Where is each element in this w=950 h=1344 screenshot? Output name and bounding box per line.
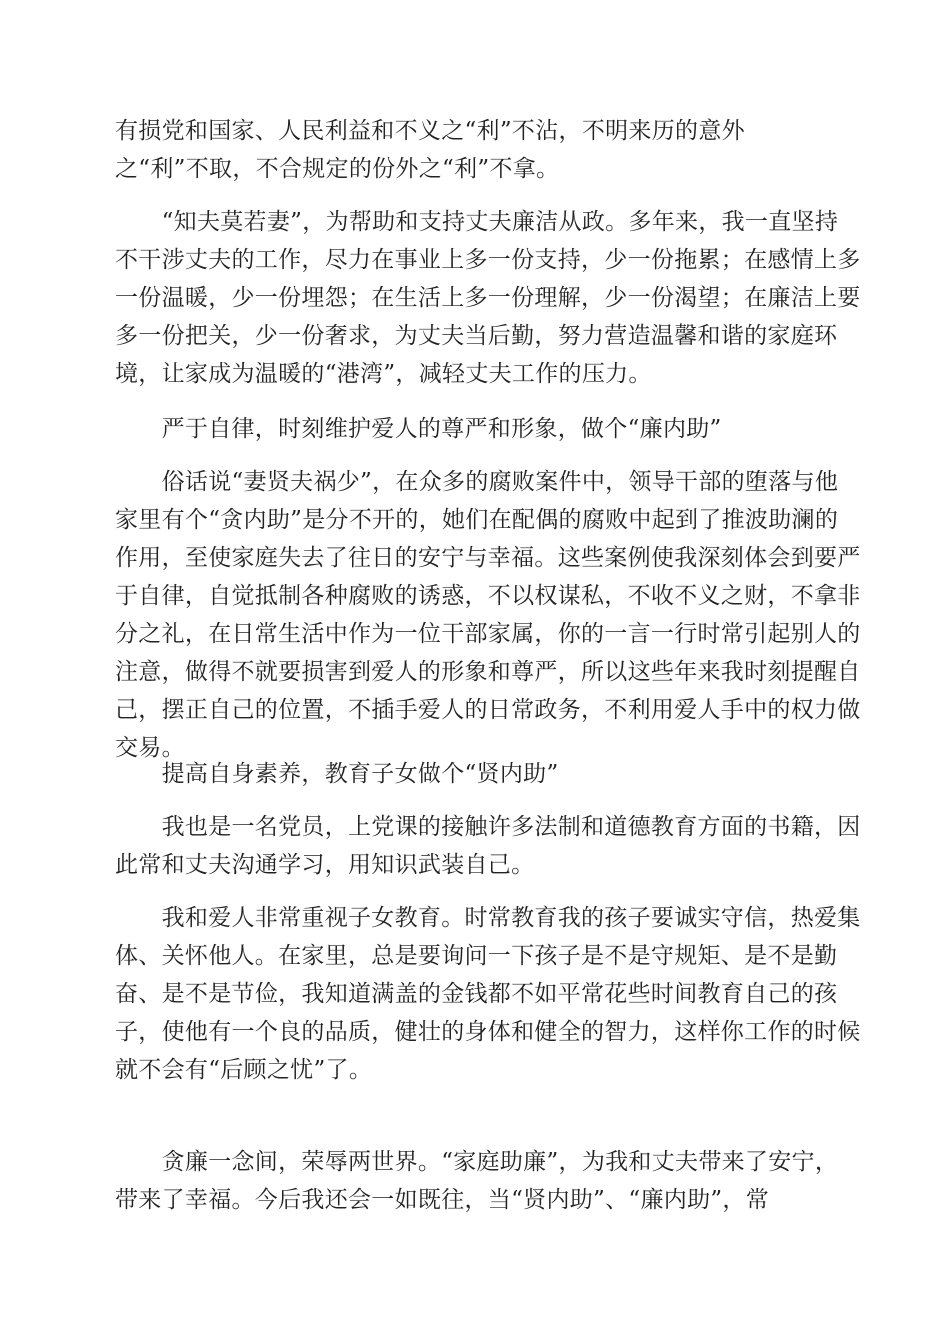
paragraph-8 <box>115 1143 837 1219</box>
paragraph-line: 子，使他有一个良的品质，健壮的身体和健全的智力，这样你工作的时候 <box>115 1019 861 1045</box>
heading-line: 严于自律，时刻维护爱人的尊严和形象，做个“廉内助” <box>115 416 722 442</box>
paragraph-line: 作用，至使家庭失去了往日的安宁与幸福。这些案例使我深刻体会到要严 <box>115 545 861 571</box>
paragraph-2 <box>115 203 861 393</box>
paragraph-6 <box>115 808 861 884</box>
paragraph-line: 有损党和国家、人民利益和不义之“利”不沾，不明来历的意外 <box>115 118 745 144</box>
section-heading-xian-nei-zhu <box>115 755 837 793</box>
paragraph-line: “知夫莫若妻”，为帮助和支持丈夫廉洁从政。多年来，我一直坚持 <box>115 209 839 235</box>
paragraph-line: 之“利”不取，不合规定的份外之“利”不拿。 <box>115 156 560 182</box>
paragraph-line: 此常和丈夫沟通学习，用知识武装自己。 <box>115 852 535 878</box>
heading-line: 提高自身素养，教育子女做个“贤内助” <box>115 761 559 787</box>
paragraph-line: 分之礼，在日常生活中作为一位干部家属，你的一言一行时常引起别人的 <box>115 621 861 647</box>
paragraph-line: 我也是一名党员，上党课的接触许多法制和道德教育方面的书籍，因 <box>115 814 861 840</box>
paragraph-line: 己，摆正自己的位置，不插手爱人的日常政务，不利用爱人手中的权力做 <box>115 697 861 723</box>
paragraph-line: 于自律，自觉抵制各种腐败的诱惑，不以权谋私，不收不义之财，不拿非 <box>115 583 861 609</box>
paragraph-line: 带来了幸福。今后我还会一如既往，当“贤内助”、“廉内助”，常 <box>115 1187 770 1213</box>
paragraph-line: 体、关怀他人。在家里，总是要询问一下孩子是不是守规矩、是不是勤 <box>115 943 838 969</box>
paragraph-line: 就不会有“后顾之忧”了。 <box>115 1057 373 1083</box>
paragraph-line: 不干涉丈夫的工作，尽力在事业上多一份支持，少一份拖累；在感情上多 <box>115 247 861 273</box>
paragraph-line: 奋、是不是节俭，我知道满盖的金钱都不如平常花些时间教育自己的孩 <box>115 981 838 1007</box>
paragraph-line: 家里有个“贪内助”是分不开的，她们在配偶的腐败中起到了推波助澜的 <box>115 507 839 533</box>
paragraph-1 <box>115 112 837 188</box>
paragraph-line: 我和爱人非常重视子女教育。时常教育我的孩子要诚实守信，热爱集 <box>115 905 861 931</box>
paragraph-line: 交易。 <box>115 735 185 761</box>
paragraph-4 <box>115 463 861 767</box>
paragraph-line: 一份温暖，少一份埋怨；在生活上多一份理解，少一份渴望；在廉洁上要 <box>115 285 861 311</box>
paragraph-line: 注意，做得不就要损害到爱人的形象和尊严，所以这些年来我时刻提醒自 <box>115 659 861 685</box>
section-heading-lian-nei-zhu <box>115 410 837 448</box>
paragraph-7 <box>115 899 861 1089</box>
paragraph-line: 贪廉一念间，荣辱两世界。“家庭助廉”，为我和丈夫带来了安宁， <box>115 1149 839 1175</box>
paragraph-line: 多一份把关，少一份奢求，为丈夫当后勤，努力营造温馨和谐的家庭环 <box>115 323 838 349</box>
paragraph-line: 境，让家成为温暖的“港湾”，减轻丈夫工作的压力。 <box>115 361 652 387</box>
paragraph-line: 俗话说“妻贤夫祸少”，在众多的腐败案件中，领导干部的堕落与他 <box>115 469 839 495</box>
